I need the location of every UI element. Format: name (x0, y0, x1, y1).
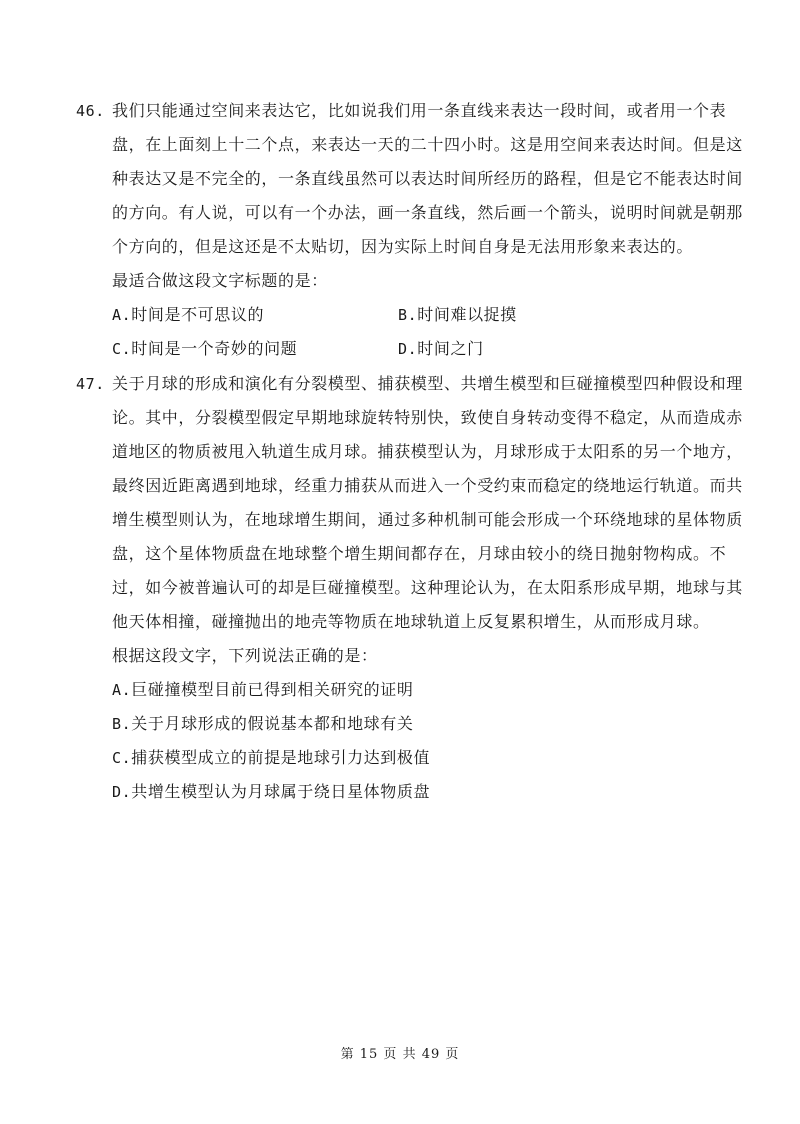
passage-line: 种表达又是不完全的，一条直线虽然可以表达时间所经历的路程，但是它不能表达时间 (112, 169, 743, 188)
option-text: 时间难以捉摸 (417, 305, 517, 324)
question-prompt: 最适合做这段文字标题的是： (112, 271, 328, 290)
option-letter: D. (398, 340, 418, 358)
passage-line: 个方向的，但是这还是不太贴切，因为实际上时间自身是无法用形象来表达的。 (112, 237, 694, 256)
option-d (398, 332, 484, 366)
question-number: 46. (76, 102, 105, 120)
question-number: 47. (76, 375, 105, 393)
option-c (112, 332, 297, 366)
options-row (0, 298, 800, 332)
passage-text: 关于月球的形成和演化有分裂模型、捕获模型、共增生模型和巨碰撞模型四种假设和理 (112, 374, 743, 393)
option-letter: D. (112, 783, 132, 801)
passage-line: 增生模型则认为，在地球增生期间，通过多种机制可能会形成一个环绕地球的星体物质 (112, 510, 743, 529)
option-text: 时间之门 (417, 339, 484, 358)
question-line (0, 367, 800, 401)
options-row (0, 332, 800, 366)
option-a (112, 298, 264, 332)
passage-line: 盘，在上面刻上十二个点，来表达一天的二十四小时。这是用空间来表达时间。但是这 (112, 135, 743, 154)
passage-line: 道地区的物质被甩入轨道生成月球。捕获模型认为，月球形成于太阳系的另一个地方， (112, 442, 743, 461)
passage-line: 过，如今被普遍认可的却是巨碰撞模型。这种理论认为，在太阳系形成早期，地球与其 (112, 578, 743, 597)
passage-line: 盘，这个星体物质盘在地球整个增生期间都存在，月球由较小的绕日抛射物构成。不 (112, 544, 727, 563)
passage-line: 最终因近距离遇到地球，经重力捕获从而进入一个受约束而稳定的绕地运行轨道。而共 (112, 476, 743, 495)
question-prompt: 根据这段文字，下列说法正确的是： (112, 646, 378, 665)
option-letter: C. (112, 749, 132, 767)
option-text: 共增生模型认为月球属于绕日星体物质盘 (131, 782, 431, 801)
option-text: 时间是不可思议的 (131, 305, 265, 324)
option-b (398, 298, 517, 332)
passage-line: 的方向。有人说，可以有一个办法，画一条直线，然后画一个箭头，说明时间就是朝那 (112, 203, 743, 222)
option-letter: B. (398, 306, 418, 324)
option-d (0, 775, 800, 809)
options-list (0, 673, 800, 809)
passage-line: 他天体相撞，碰撞抛出的地壳等物质在地球轨道上反复累积增生，从而形成月球。 (112, 612, 710, 631)
option-c (0, 741, 800, 775)
option-b (0, 707, 800, 741)
question-line (0, 94, 800, 128)
option-text: 捕获模型成立的前提是地球引力达到极值 (131, 748, 431, 767)
passage-line: 论。其中，分裂模型假定早期地球旋转特别快，致使自身转动变得不稳定，从而造成赤 (112, 408, 743, 427)
option-letter: A. (112, 681, 132, 699)
option-text: 时间是一个奇妙的问题 (131, 339, 298, 358)
option-a (0, 673, 800, 707)
option-letter: B. (112, 715, 132, 733)
option-letter: A. (112, 306, 132, 324)
question-46 (0, 94, 800, 366)
option-letter: C. (112, 340, 132, 358)
question-47 (0, 367, 800, 809)
page-footer: 第 15 页 共 49 页 (340, 1047, 460, 1062)
option-text: 关于月球形成的假说基本都和地球有关 (131, 714, 414, 733)
option-text: 巨碰撞模型目前已得到相关研究的证明 (131, 680, 414, 699)
passage-text: 我们只能通过空间来表达它，比如说我们用一条直线来表达一段时间，或者用一个表 (112, 101, 727, 120)
